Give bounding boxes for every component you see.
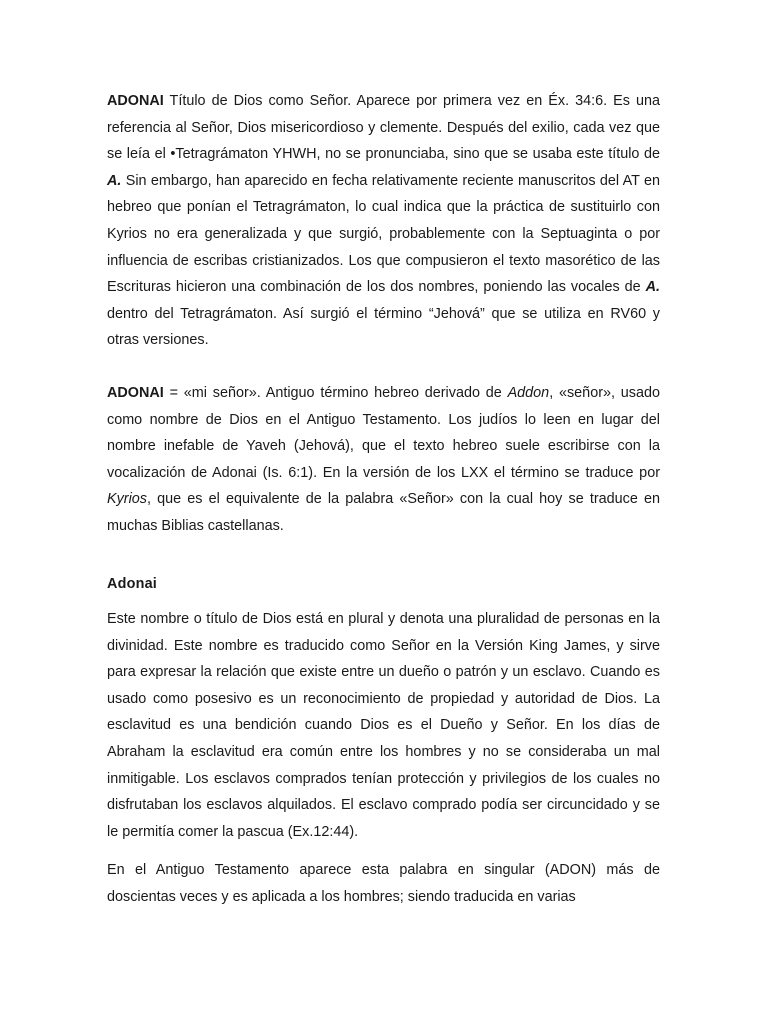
- paragraph-plural-name: Este nombre o título de Dios está en plural y denota una pluralidad de personas en la divinidad. Este nombre es traducido como Señor en la Versión King James, y sirve para expresar la relación que existe entre un dueño o patrón y un esclavo. Cuando es usado como posesivo es un reconocimiento de propiedad y autoridad de Dios. La esclavitud es una bendición cuando Dios es el Dueño y Señor. En los días de Abraham la esclavitud era común entre los hombres y no se consideraba un mal inmitigable. Los esclavos comprados tenían protección y privilegios de los cuales no disfrutaban los esclavos alquilados. El esclavo comprado podía ser circuncidado y se le permitía comer la pascua (Ex.12:44).: [107, 611, 660, 840]
- para2-text-3: , que es el equivalente de la palabra «Señor» con la cual hoy se traduce en muchas Biblias castellanas.: [107, 491, 660, 534]
- section-heading: Adonai: [107, 575, 157, 592]
- term-adonai-2: ADONAI: [107, 384, 164, 401]
- paragraph-adonai-mi-senor: [107, 380, 660, 540]
- abbr-a-1: A.: [107, 172, 122, 189]
- para1-text-3: dentro del Tetragrámaton. Así surgió el término “Jehová” que se utiliza en RV60 y otras versiones.: [107, 305, 660, 349]
- word-addon: Addon: [507, 384, 550, 401]
- para1-text-2: Sin embargo, han aparecido en fecha relativamente reciente manuscritos del AT en hebreo que ponían el Tetragrámaton, lo cual indica que la práctica de sustituirlo con Kyrios no era generalizada y que surgió, probablemente con la Septuaginta o por influencia de escribas cristianizados. Los que compusieron el texto masorético de las Escrituras hicieron una combinación de los dos nombres, poniendo las vocales de: [107, 172, 660, 296]
- para2-text-2: , «señor», usado como nombre de Dios en el Antiguo Testamento. Los judíos lo leen en lugar del nombre inefable de Yaveh (Jehová), que el texto hebreo suele escribirse con la vocalización de Adonai (Is. 6:1). En la versión de los LXX el término se traduce por: [107, 384, 660, 481]
- paragraph-adonai-title: [107, 88, 660, 354]
- paragraph-singular-adon: En el Antiguo Testamento aparece esta palabra en singular (ADON) más de doscientas veces y es aplicada a los hombres; siendo traducida en varias: [107, 862, 660, 906]
- term-adonai: ADONAI: [107, 93, 164, 109]
- document-body: [107, 88, 660, 911]
- para1-text-1: Título de Dios como Señor. Aparece por primera vez en Éx. 34:6. Es una referencia al Señor, Dios misericordioso y clemente. Después del exilio, cada vez que se leía el •Tetragrámaton YHWH, no se pronunciaba, sino que se usaba este título de: [107, 93, 660, 163]
- word-kyrios: Kyrios: [107, 491, 147, 508]
- abbr-a-2: A.: [645, 279, 660, 296]
- para2-text-1: = «mi señor». Antiguo término hebreo derivado de: [163, 384, 508, 401]
